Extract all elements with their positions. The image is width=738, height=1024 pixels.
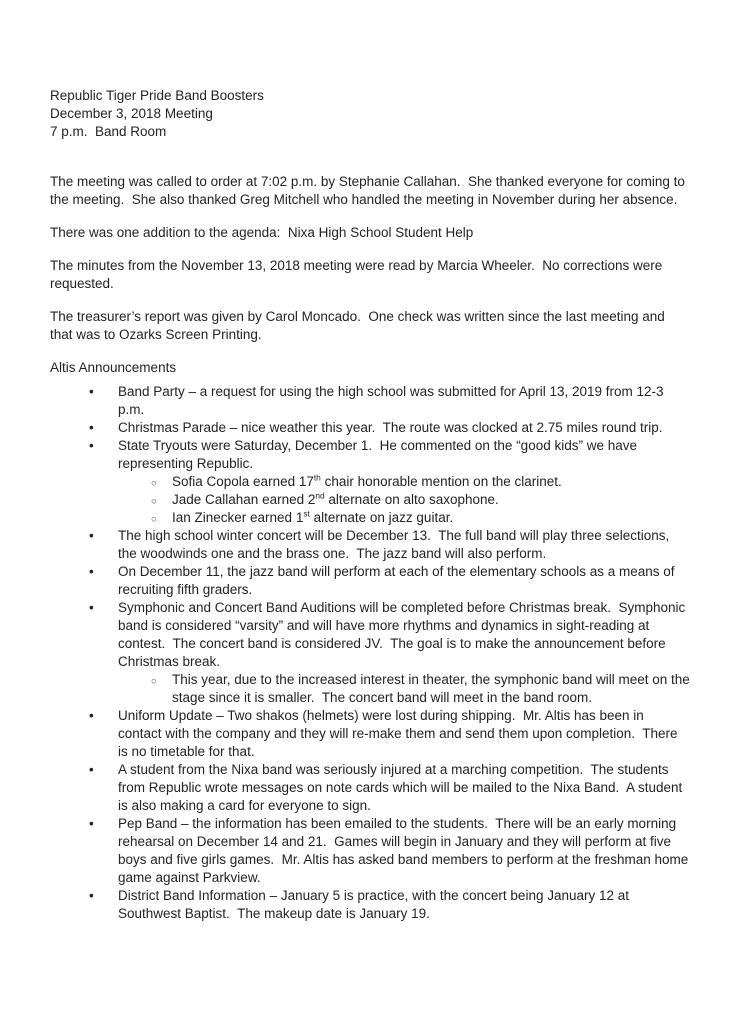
bullet-text: State Tryouts were Saturday, December 1. He commented on the “good kids” we have representing Republic.	[118, 438, 641, 471]
disc-bullet-icon: •	[89, 816, 94, 831]
disc-bullet-icon: •	[89, 888, 94, 903]
disc-bullet-icon: •	[89, 708, 94, 723]
bullet-item	[50, 437, 690, 473]
bullet-item	[50, 419, 690, 437]
circle-bullet-icon: ○	[151, 514, 157, 525]
circle-bullet-icon: ○	[151, 496, 157, 507]
circle-bullet-icon: ○	[151, 676, 157, 687]
meeting-time-place-line: 7 p.m. Band Room	[50, 124, 167, 139]
bullet-item	[50, 563, 690, 599]
bullet-item	[50, 761, 690, 815]
bullet-text: The high school winter concert will be December 13. The full band will play three selections, the woodwinds one and the brass one. The jazz band will also perform.	[118, 528, 674, 561]
bullet-text: Christmas Parade – nice weather this year. The route was clocked at 2.75 miles round trip.	[118, 420, 663, 435]
bullet-text: Uniform Update – Two shakos (helmets) were lost during shipping. Mr. Altis has been in contact with the company and they will re-make them and send them upon completion. There is no timetable for that.	[118, 708, 682, 759]
bullet-text: Sofia Copola earned 17th chair honorable mention on the clarinet.	[172, 472, 562, 489]
sub-bullet-item	[50, 671, 694, 707]
bullet-text: Symphonic and Concert Band Auditions will be completed before Christmas break. Symphonic band is considered “varsity” and will have more rhythms and dynamics in sight-reading at contest. The concert band is considered JV. The goal is to make the announcement before Christmas break.	[118, 600, 690, 669]
paragraph-minutes: The minutes from the November 13, 2018 meeting were read by Marcia Wheeler. No corrections were requested.	[50, 258, 667, 291]
disc-bullet-icon: •	[89, 600, 94, 615]
bullet-text: Jade Callahan earned 2nd alternate on alto saxophone.	[172, 490, 499, 507]
bullet-item	[50, 887, 690, 923]
ordinal-superscript: st	[303, 508, 310, 519]
bullet-item	[50, 815, 693, 887]
bullet-text: Ian Zinecker earned 1st alternate on jazz guitar.	[172, 508, 454, 525]
paragraph-call-to-order: The meeting was called to order at 7:02 p.m. by Stephanie Callahan. She thanked everyone for coming to the meeting. She also thanked Greg Mitchell who handled the meeting in November during her absence.	[50, 174, 689, 207]
disc-bullet-icon: •	[89, 564, 94, 579]
bullet-item	[50, 707, 690, 761]
sub-bullet-item	[50, 491, 690, 509]
disc-bullet-icon: •	[89, 384, 94, 399]
disc-bullet-icon: •	[89, 420, 94, 435]
bullet-text: This year, due to the increased interest in theater, the symphonic band will meet on the stage since it is smaller. The concert band will meet in the band room.	[172, 672, 694, 705]
disc-bullet-icon: •	[89, 528, 94, 543]
section-title-altis-announcements: Altis Announcements	[50, 360, 177, 375]
ordinal-superscript: th	[313, 472, 321, 483]
bullet-text: On December 11, the jazz band will perform at each of the elementary schools as a means of recruiting fifth graders.	[118, 564, 679, 597]
disc-bullet-icon: •	[89, 762, 94, 777]
document-title: Republic Tiger Pride Band Boosters	[50, 88, 264, 103]
announcements-list	[50, 383, 694, 923]
ordinal-superscript: nd	[315, 490, 325, 501]
sub-bullet-item	[50, 473, 690, 491]
bullet-text: Pep Band – the information has been emailed to the students. There will be an early morning rehearsal on December 14 and 21. Games will begin in January and they will perform at five boys and five girls games. Mr. Altis has asked band members to perform at the freshman home game against Parkview.	[118, 816, 693, 885]
paragraph-agenda-addition: There was one addition to the agenda: Nixa High School Student Help	[50, 225, 474, 240]
disc-bullet-icon: •	[89, 438, 94, 453]
bullet-text: District Band Information – January 5 is practice, with the concert being January 12 at Southwest Baptist. The makeup date is January 19.	[118, 888, 633, 921]
circle-bullet-icon: ○	[151, 478, 157, 489]
bullet-text: A student from the Nixa band was seriously injured at a marching competition. The students from Republic wrote messages on note cards which will be mailed to the Nixa Band. A student is also making a card for everyone to sign.	[118, 762, 687, 813]
meeting-date-line: December 3, 2018 Meeting	[50, 106, 213, 121]
document-header	[50, 87, 690, 141]
bullet-item	[50, 527, 690, 563]
sub-bullet-item	[50, 509, 690, 527]
bullet-text: Band Party – a request for using the high school was submitted for April 13, 2019 from 12-3 p.m.	[118, 384, 668, 417]
paragraph-treasurer-report: The treasurer’s report was given by Carol Moncado. One check was written since the last meeting and that was to Ozarks Screen Printing.	[50, 309, 669, 342]
bullet-item	[50, 383, 690, 419]
bullet-item	[50, 599, 690, 671]
